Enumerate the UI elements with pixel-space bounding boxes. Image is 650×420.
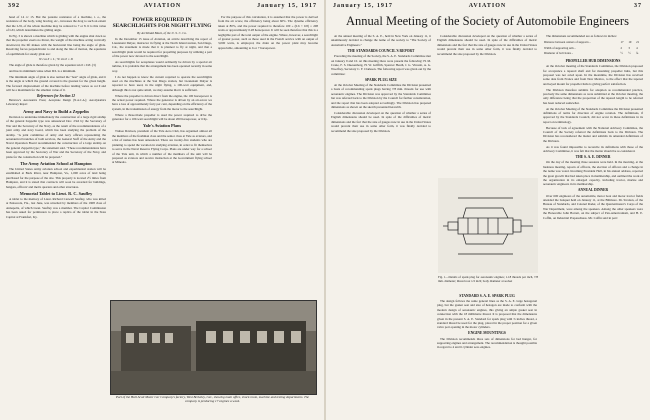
body-text: As searchlights for aeroplanes would ordinarily be driven by a special air turbine, it is probable that the arrangement has been operated recently in some way. [112,60,212,73]
article-headline: POWER REQUIRED IN SEARCHLIGHTS FOR NIGHT FLYING [112,17,212,30]
body-text: The angle of glide is therefore given by the equation tan θ = D/L (3) [9,63,96,68]
section-heading: References for Section 12 [36,93,76,98]
references: Bairstow's Aeronautics Press; Aeroplane Design (N.A.C.A.); Aerodynamics Laboratory Report [6,98,106,107]
body-text: At the October Meeting of the Standards Committee the Division presented a basis of recommending spark plugs having 7/8 mm. threads for use with aeronautic engines. The Division was approved by the Standards Committee but was referred back to the Division by the Council for further consideration, and the report that has been adopted accordingly. The Division has prepared dimensions as shown on the sketch presented herewith. [331,83,431,110]
left-column-2 [112,15,212,295]
body-text: A tablet to the memory of Lieut. Richard Caswell Saufley, who was killed at Pensacola, Fla., last June, was unveiled by members of the 1908 class of Annapolis, of which Lieut. Saufley was a member. The Capitol Commission has been asked for permission to place a replica of the tablet in the State Capitol at Frankfort, Ky. [6,197,106,219]
table-cell: ½ [620,51,623,56]
table-cell: 21 [636,39,640,44]
equation: W cos θ = L ; W sin θ = D [39,57,73,62]
body-text: Trubee Davison, president of the Yale Aero Club, has organized almost all the members of the freshman class and the senior class at Yale as aviators, and a list of names has been announced. There are twenty-five students who are planning to spend the vacation in studying aviation, in order to fit themselves to serve in the Naval Reserve Flying Corps. Plans are under way for a school of the Yale unit, in which a number of the members of the unit will be prepared as aviators and receive instruction at the Government flying school at Mineola. [112,129,212,165]
table-cell: 19 [628,39,632,44]
journal-name-left: AVIATION [143,3,182,9]
table-cell: 3 [628,45,630,50]
right-column-3 [543,34,643,414]
section-heading: STANDARD S. A. E. SPARK PLUG [459,293,515,298]
body-text: On the day of the meeting three sessions were held. In the morning, at the business meeting, reports of officers, the election of officers and a change in the name was voted. Incoming President Hall, in his annual address, reported the great growth that had taken place in membership, and outlined the work of the organization in its enlarged capacity, including tractor, marine and aeronautic engineers in its membership. [543,160,643,187]
body-text: I do not happen to know the current required to operate the searchlights used on the machines at the San Diego station, but Lieutenant Dalyer is reported to have used, in the night flying, a 100-watt equipment, and, although this is not quite small, we may assume that it is sufficient. [112,74,212,92]
body-text: The minimum angle of glide is also termed the "best" angle of glide, and it is the angle at which the ground covered is the greatest for the given height. The forward displacement of the machine before landing varies as cot θ and will be a maximum for the smallest value of θ. [6,74,106,93]
body-text: Where the propeller is driven direct from the engine, the 100 horsepower is the actual power required. Where the generator is driven by an air-screw we have a loss of approximately forty per cent, depending on the efficiency of the system, in the transmission of energy from the motor to the searchlight. [112,93,212,111]
right-page [325,0,650,420]
page-number-right: 37 [634,3,642,9]
section-heading: THE S. A. E. DINNER [575,154,611,159]
body-text: Over 600 engineers of the automobile, motor boat and motor tractor fields attended the banquet held on January 11, at the Biltmore. Dr. Stratton, of the Bureau of Standards, and Colonel Rader, of the Quartermaster's Corps of the War Department, were among the speakers. Among the other speakers were the Honorable John Barrett, on the subject of Pan-Americanism, and H. E. Coffin, on Industrial Preparedness. Mr. Coffin said in part: [543,193,643,220]
body-text: Preceding the meeting of the Society, the S. A. E. Standards Committee met on January 9 and 10. At this meeting there were present the following: H. M. Crane, F. S. Duesenberg, H. W. Griffith, Spencer Heath, J. G. Vincent, A. G. Woolfrey, Secretary C. F. Clarkson. The following report was given out by the committee: [331,54,431,76]
body-text: The Division recommends three sets of dimensions for bed hanger, for supporting engines and arrangement. The recommendation is thought possible in regard to 4 and 6 cylinder aero engines. [437,336,537,350]
body-text: Considerable discussion developed on the question of whether a series of English dimensions should be used. In spite of the difficulties of metric dimensions and the fact that the size of gauges now in use in the United States would prevent their use in some other form, it was finally decided to recommend the size proposed by the Division. [437,34,537,56]
section-heading: PROPELLER HUB DIMENSIONS [565,58,621,63]
table-cell: ¾ [636,51,639,56]
figure-caption: Fig. 1—Details of spark plug for aeronautic engines; 1.18 threads per inch, 7/8 mm. diameter; thread root 1/2 inch; body diameter at socket [438,275,538,283]
table-cell: 17 [620,39,624,44]
right-running-head [333,3,642,13]
table-cell: 4 [636,45,638,50]
body-text: At the October Meeting of the Standards Committee the Division presented definitions of terms for direction of engine rotation. The definitions, if approved by the Standards Council, did not occur in these definitions in its report on terminology. [543,106,643,124]
article-headline: Memorial Tablet to Lieut. R. C. Saufley [19,191,93,197]
body-text: At the October meeting of the Standards Committee, the Division proposed for acceptance a tapered shaft end for mounting propeller hubs, but this proposal was not acted upon. In the meantime, the Division has received some data from France and from New Mexico, to the effect that the tapered and keyed mount for propeller hubs is giving perfect satisfaction. [543,64,643,86]
article-headline: Army and Navy to Build a Zeppelin [23,108,89,114]
body-text: At the annual meeting of the S. A. E., held in New York on January 11, it unanimously decided to change the name of the society to "The Society of Automotive Engineers." [331,34,431,47]
body-text: As it was found impossible to reconcile its definitions with those of the Advisory Committee, it was felt that the matter should be re-considered. [543,144,643,153]
table-row [543,51,643,57]
left-running-head [8,3,317,13]
page-number-left: 392 [8,3,20,9]
issue-date-left: January 15, 1917 [257,3,317,9]
table-cell: 2 [620,45,623,50]
right-column-2-bottom [437,292,537,416]
body-text: In the December 15 issue of Aviation, an article describing the report of Lieutenant Dalyer, instructor in flying at the North Island station, San Diego, Cal., the statement is made that it is planned to fly at night, and that a searchlight plant would be required for propelling purposes by utilizing a part of the power now devoted to the searchlight. [112,36,212,59]
body-text: The dimensions recommended are as follows in inches: [546,34,617,38]
table-cell: Width of supporting arm .. [544,45,576,50]
body-text: The Division therefore submits for adoption as recommended practice, precisely the same dimensions as were submitted at the October meeting, the only difference being that the proportion of the tapered length to be referred has been reduced somewhat. [543,87,643,105]
section-heading: THE STANDARDS COUNCIL'S REPORT [347,48,415,53]
right-column-2-top [437,34,537,174]
body-text: In Fig. 3 is shown a machine which is gliding with the engine shut down so that the propeller exerts no thrust, the weight of the machine acting vertically downward, the lift makes with the horizontal line being the angle of glide. Resolving forces perpendicular to and along the line of motion, the equations of equilibrium for steady glide are: [6,34,106,56]
table-cell: ½ [628,51,631,56]
section-heading: SPARK PLUG SIZE [365,77,397,82]
factory-photo [110,300,317,395]
section-heading: ANNUAL DINNER [577,188,609,193]
body-text: For the purpose of this calculation, it is assumed that the power is derived from the air screw, the efficiency being about 60%. The dynamo efficiency taken at 80%, and the power required is therefore 100 ÷ (0.6 × 0.8) = 208 watts or approximately 0.28 horsepower. It will be seen therefore that this is a negligible part of the total output of the engine. Where, however, a searchlight of greater power, such as those used in the French service with an output of 3,000 watts, is employed, the drain on the power plant may become appreciable, amounting to 6 or 7 horsepower. [218,15,318,50]
table-cell: Diameter of bolt holes .. [544,51,574,56]
photo-caption: Part of the Hall-Scott Motor Car Company's factory, West Berkeley, Cal., showing main office, shock room, machine and testing departments. The company is producing 17 engines a week. [115,395,310,404]
spark-plug-figure [438,178,538,273]
byline: By Archibald Black, of the U. S. C. Co. [137,30,187,35]
left-column-1 [6,15,106,220]
body-text: The design follows the same general lines as the S. A. E. large hexagonal plug, but the gasket seat and size of hexagon are made to conform with the modern design of aeronautic engines, this giving an ample gasket seat in connection with the 18 millimetre thread. It is proposed that the dimensions given in the present S. A. E. Standard for spark plug with ⅞ inches thread, a standard thread be used for the plug, placed in the proper position for a given valve port opening in the motor cylinders. [437,298,537,330]
body-text: and has its minimum value when D/L is a minimum. [9,69,76,74]
body-text: The United States Army aviation school and experimental station will be established at Back River, near Hampton, Va., 1,000 acres of land being purchased for the purpose of the site. This property is located 2½ miles from Hampton, and it is stated that contracts will soon be awarded for buildings, hangars, officers' and men's quarters and other structures. [6,167,106,189]
right-column-1 [331,34,431,414]
section-heading: ENGINE MOUNTINGS [468,331,506,336]
article-headline: The Army Aviation School at Hampton [20,161,92,167]
body-text: Considerable discussion developed on the question of whether a series of English dimensions should be used. In spite of the difficulties of metric dimensions and the fact that the size of gauges now in use in the United States would prevent their use in some other form, it was finally decided to recommend the size proposed by the Division. [331,110,431,133]
dimensions-table [543,40,643,57]
left-column-3 [218,15,318,295]
body-text: Decision to undertake immediately the construction of a large rigid airship of the general Zeppelin type was announced Dec. 23rd by the Secretary of War and the Secretary of the Navy, as the result of the recommendations of a joint army and navy board, which has been studying the problem of the airship. "A joint committee of army and navy officers representing the aeronautical branches of both services, the General Staff of the Army and the Naval Operation Board recommended the construction of a large airship on the general Zeppelin type," the statement said. "These recommendations have been approved by the Secretary of War and the Secretary of the Navy, and plans for the construction will be prepared." [6,114,106,159]
issue-date-right: January 15, 1917 [333,3,393,9]
article-headline: Yale's Aviation Plans [142,123,182,129]
body-text: Where a three-blade propeller is used the power required to drive the generator for a 100-watt searchlight will be about 200 horsepower, or 6 hp. [112,112,212,122]
journal-name-right: AVIATION [468,3,507,9]
table-cell: Distance between centers of supports .. [544,39,591,44]
body-text: Because of lack of agreement with the National Advisory Committee, the Council of the Society referred the definitions back to the Division. The Division has reconsidered the matter and submits its amended definitions of the Division. [543,125,643,143]
article-title: Annual Meeting of the Society of Automobile Engineers [346,14,629,28]
body-text: head of 14 cc 15. But the parasite resistance of a machine, i. e., the resistance of the body, wing bracing, etc., increases the drag to such an extent that the L/D, of the whole machine may be reduced to 7 or 8. It is this value of L/D, which determines the gliding angle. [6,15,106,33]
